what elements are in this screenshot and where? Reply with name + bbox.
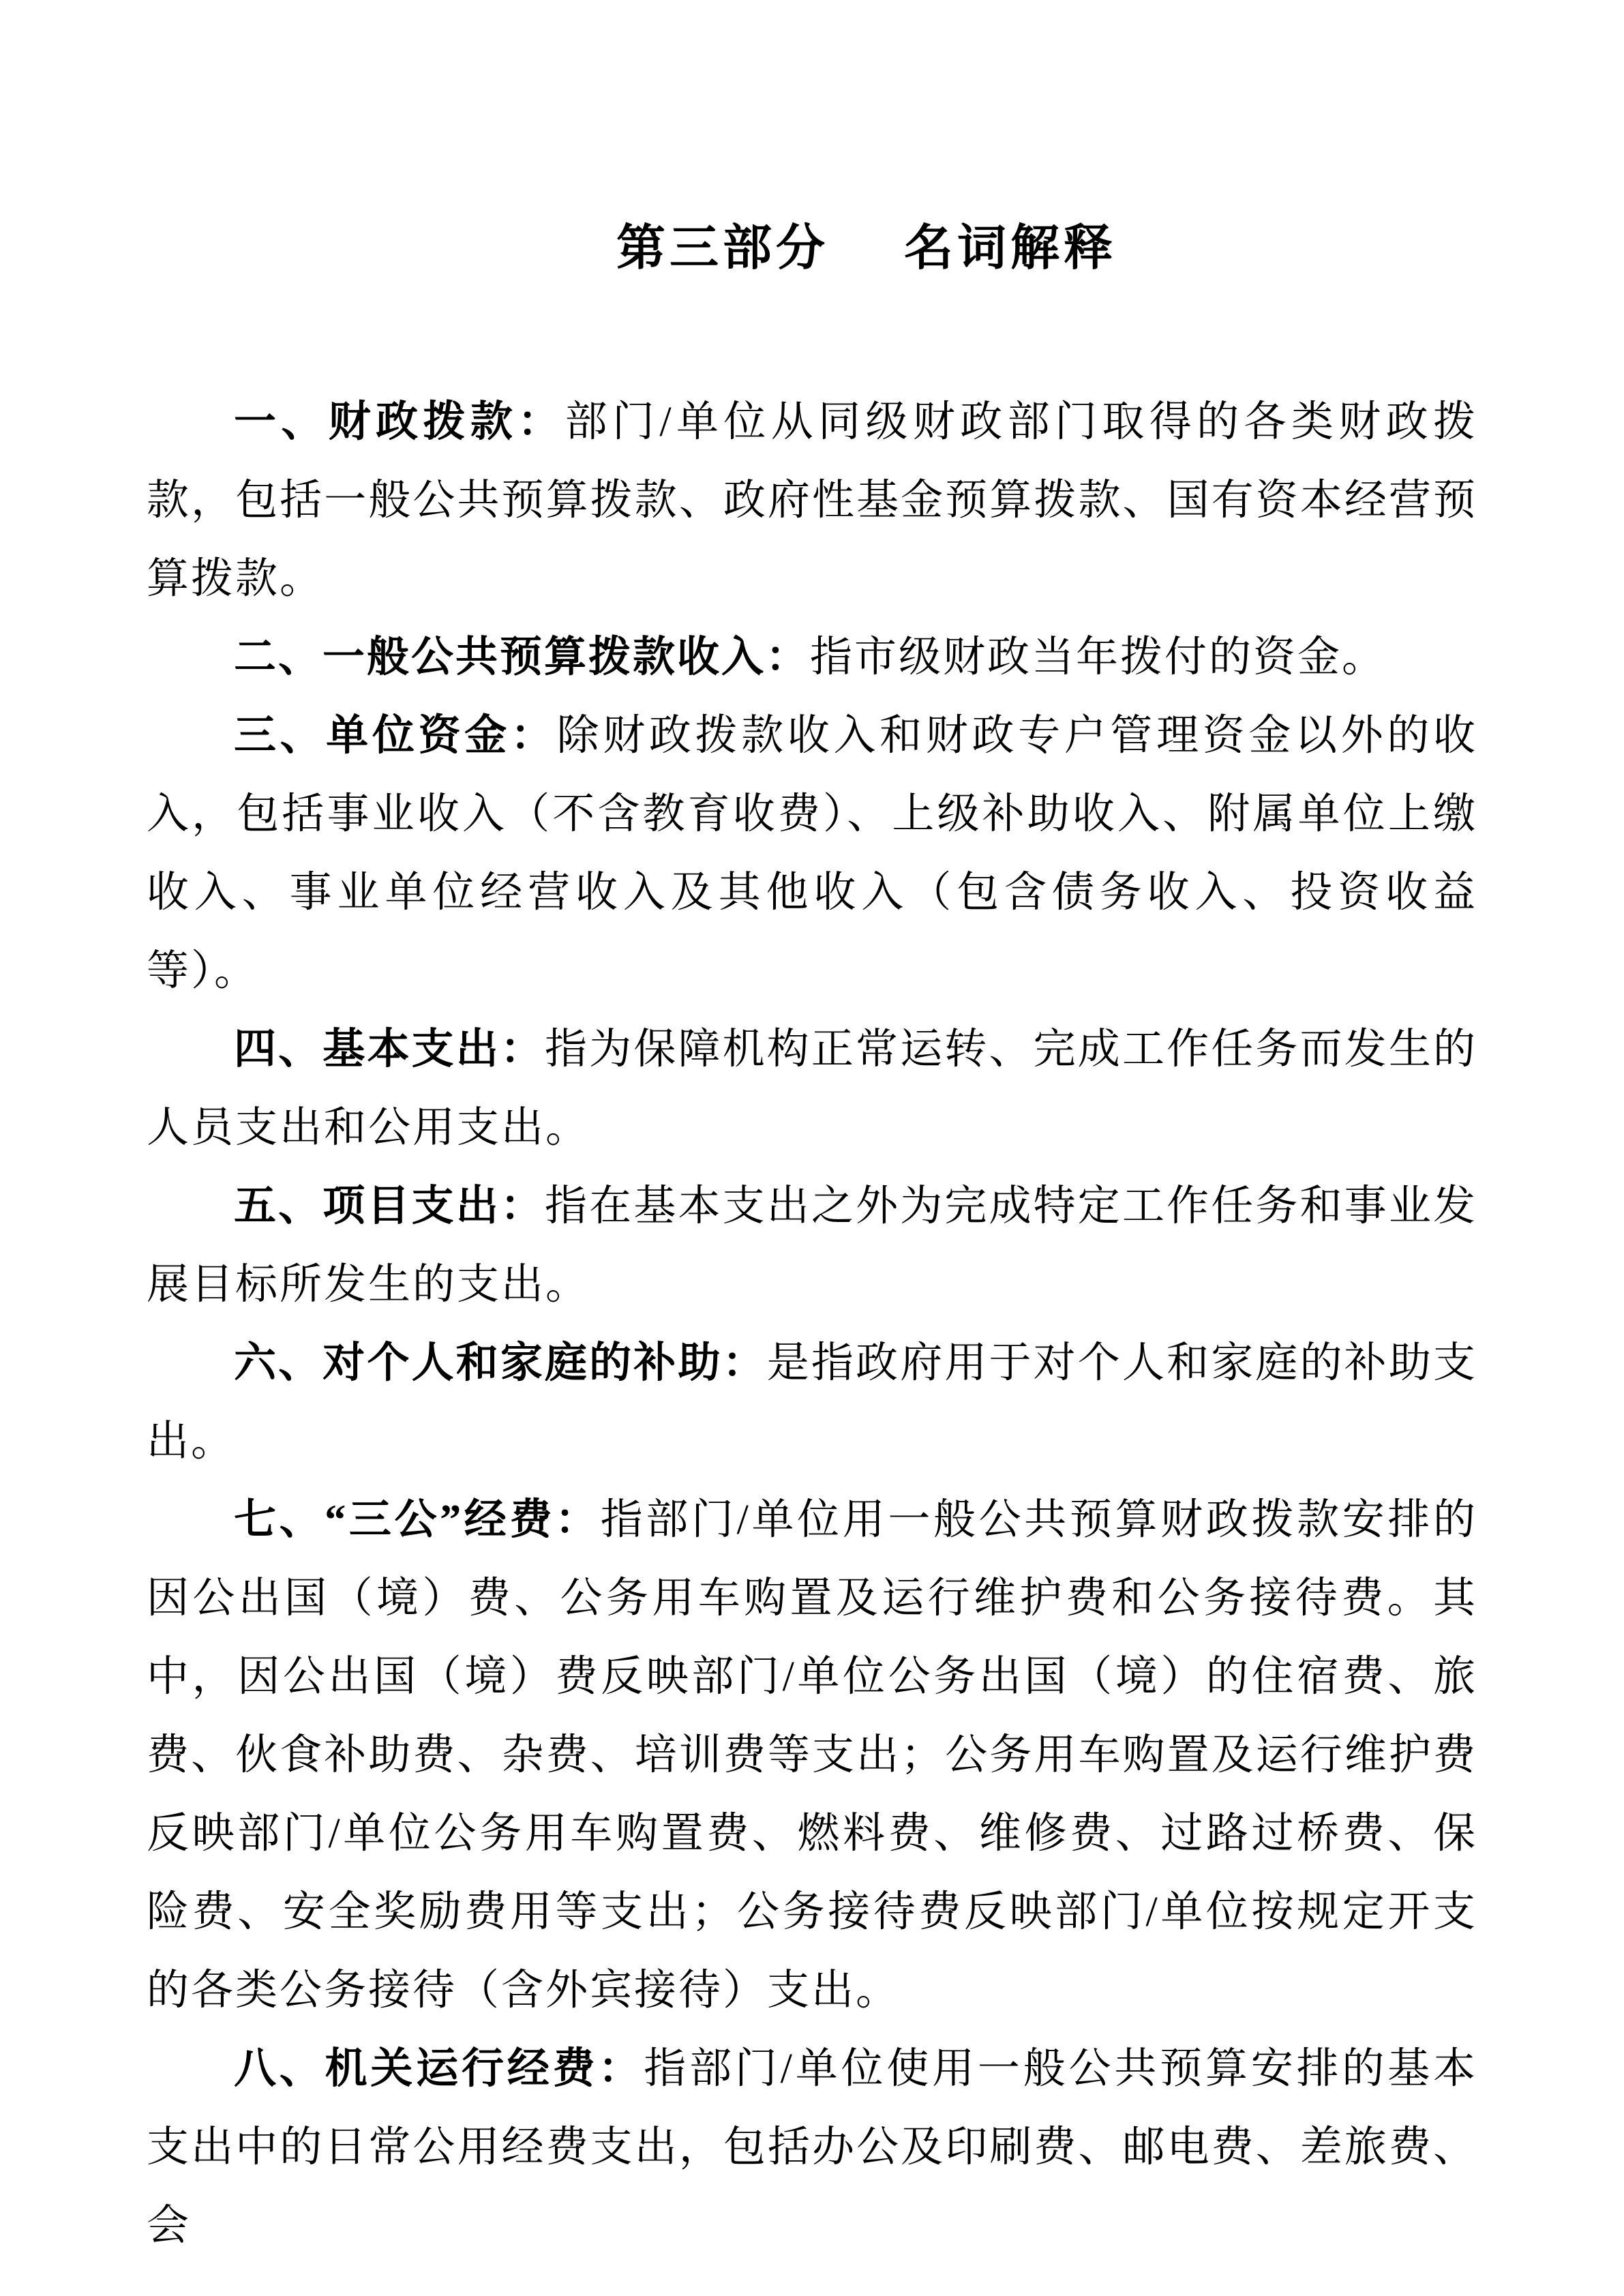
definition-paragraph-2 xyxy=(147,618,1477,697)
definition-term-3: 三、单位资金： xyxy=(234,713,557,759)
title-part-label: 第三部分 xyxy=(616,221,829,275)
definition-paragraph-8 xyxy=(147,2030,1477,2265)
definition-body-6: 是指政府用于对个人和家庭的补助支出。 xyxy=(147,1340,1477,1465)
definition-paragraph-6 xyxy=(147,1324,1477,1481)
definition-term-7: 七、“三公”经费： xyxy=(234,1497,601,1543)
definition-body-2: 指市级财政当年拨付的资金。 xyxy=(810,634,1387,681)
definition-body-4: 指为保障机构正常运转、完成工作任务而发生的人员支出和公用支出。 xyxy=(147,1026,1477,1151)
definition-term-1: 一、财政拨款： xyxy=(234,399,565,445)
definition-body-7: 指部门/单位用一般公共预算财政拨款安排的因公出国（境）费、公务用车购置及运行维护费和公务接待费。其中，因公出国（境）费反映部门/单位公务出国（境）的住宿费、旅费、伙食补助费、杂费、培训费等支出；公务用车购置及运行维护费反映部门/单位公务用车购置费、燃料费、维修费、过路过桥费、保险费、安全奖励费用等支出；公务接待费反映部门/单位按规定开支的各类公务接待（含外宾接待）支出。 xyxy=(147,1497,1477,2014)
definition-paragraph-7 xyxy=(147,1481,1477,2030)
definition-paragraph-5 xyxy=(147,1167,1477,1324)
definition-body-8: 指部门/单位使用一般公共预算安排的基本支出中的日常公用经费支出，包括办公及印刷费、邮电费、差旅费、会 xyxy=(147,2046,1477,2249)
definition-term-4: 四、基本支出： xyxy=(234,1026,545,1073)
page-title xyxy=(201,213,1532,284)
definition-paragraph-4 xyxy=(147,1011,1477,1167)
definition-body-5: 指在基本支出之外为完成特定工作任务和事业发展目标所发生的支出。 xyxy=(147,1183,1477,1308)
definition-term-5: 五、项目支出： xyxy=(234,1183,545,1229)
definition-body-1: 部门/单位从同级财政部门取得的各类财政拨款，包括一般公共预算拨款、政府性基金预算拨款、国有资本经营预算拨款。 xyxy=(147,399,1477,602)
definition-body-3: 除财政拨款收入和财政专户管理资金以外的收入，包括事业收入（不含教育收费）、上级补助收入、附属单位上缴收入、事业单位经营收入及其他收入（包含债务收入、投资收益等）。 xyxy=(147,713,1477,994)
definition-paragraph-3 xyxy=(147,697,1477,1011)
definition-term-8: 八、机关运行经费： xyxy=(234,2046,644,2092)
definition-term-6: 六、对个人和家庭的补助： xyxy=(234,1340,767,1386)
definition-paragraph-1 xyxy=(147,383,1477,618)
title-subject: 名词解释 xyxy=(904,221,1117,275)
definition-term-2: 二、一般公共预算拨款收入： xyxy=(234,634,811,681)
